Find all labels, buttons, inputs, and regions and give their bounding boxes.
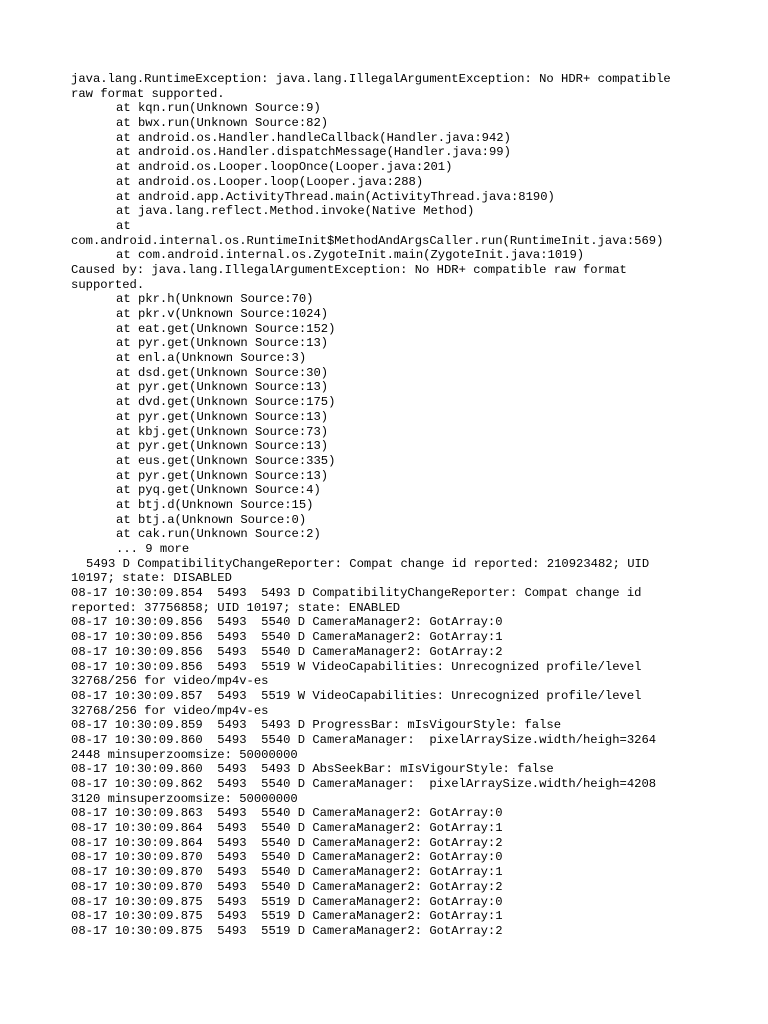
log-line: at eat.get(Unknown Source:152) xyxy=(116,321,336,336)
log-line: 08-17 10:30:09.856 5493 5540 D CameraManager2: GotArray:0 xyxy=(71,615,503,630)
log-line: raw format supported. xyxy=(71,86,225,101)
log-line: at pyq.get(Unknown Source:4) xyxy=(116,483,321,498)
log-line: at pyr.get(Unknown Source:13) xyxy=(116,409,329,424)
log-line: 08-17 10:30:09.870 5493 5540 D CameraManager2: GotArray:0 xyxy=(71,850,503,865)
log-line: at enl.a(Unknown Source:3) xyxy=(116,351,307,366)
log-line: at kbj.get(Unknown Source:73) xyxy=(116,424,329,439)
log-line: at android.os.Looper.loopOnce(Looper.java:201) xyxy=(116,160,453,175)
log-line: 08-17 10:30:09.857 5493 5519 W VideoCapabilities: Unrecognized profile/level xyxy=(71,688,642,703)
log-line: at cak.run(Unknown Source:2) xyxy=(116,527,321,542)
log-line: 08-17 10:30:09.870 5493 5540 D CameraManager2: GotArray:1 xyxy=(71,865,503,880)
log-line: 08-17 10:30:09.864 5493 5540 D CameraManager2: GotArray:2 xyxy=(71,835,503,850)
log-line: 08-17 10:30:09.860 5493 5493 D AbsSeekBar: mIsVigourStyle: false xyxy=(71,762,554,777)
log-line: com.android.internal.os.RuntimeInit$MethodAndArgsCaller.run(RuntimeInit.java:569) xyxy=(71,233,664,248)
log-line: at android.os.Looper.loop(Looper.java:288) xyxy=(116,174,424,189)
log-line: at dvd.get(Unknown Source:175) xyxy=(116,395,336,410)
log-line: 08-17 10:30:09.864 5493 5540 D CameraManager2: GotArray:1 xyxy=(71,821,503,836)
log-line: at pyr.get(Unknown Source:13) xyxy=(116,336,329,351)
log-line: 3120 minsuperzoomsize: 50000000 xyxy=(71,791,298,806)
log-line: 08-17 10:30:09.862 5493 5540 D CameraManager: pixelArraySize.width/heigh=4208 xyxy=(71,777,657,791)
log-line: at eus.get(Unknown Source:335) xyxy=(116,453,336,468)
log-line: at pyr.get(Unknown Source:13) xyxy=(116,380,329,395)
log-line: supported. xyxy=(71,277,145,292)
log-line: 08-17 10:30:09.854 5493 5493 D CompatibilityChangeReporter: Compat change id xyxy=(71,586,642,601)
log-line: at btj.d(Unknown Source:15) xyxy=(116,497,314,512)
log-line: java.lang.RuntimeException: java.lang.IllegalArgumentException: No HDR+ compatible xyxy=(71,72,671,86)
log-line: at dsd.get(Unknown Source:30) xyxy=(116,365,329,380)
log-line: 5493 D CompatibilityChangeReporter: Compat change id reported: 210923482; UID xyxy=(86,556,650,571)
log-line: 08-17 10:30:09.859 5493 5493 D ProgressBar: mIsVigourStyle: false xyxy=(71,718,562,733)
log-line: 32768/256 for video/mp4v-es xyxy=(71,703,269,718)
log-line: 08-17 10:30:09.856 5493 5540 D CameraManager2: GotArray:1 xyxy=(71,630,503,645)
log-line: at com.android.internal.os.ZygoteInit.main(ZygoteInit.java:1019) xyxy=(116,248,585,263)
log-line: 08-17 10:30:09.863 5493 5540 D CameraManager2: GotArray:0 xyxy=(71,806,503,821)
log-line: 32768/256 for video/mp4v-es xyxy=(71,674,269,689)
log-line: at pyr.get(Unknown Source:13) xyxy=(116,468,329,483)
log-line: at xyxy=(116,218,131,233)
log-line: at java.lang.reflect.Method.invoke(Native Method) xyxy=(116,204,475,219)
log-line: 10197; state: DISABLED xyxy=(71,571,232,586)
log-line: at pkr.h(Unknown Source:70) xyxy=(116,292,314,307)
log-line: at kqn.run(Unknown Source:9) xyxy=(116,101,321,116)
log-line: 08-17 10:30:09.856 5493 5540 D CameraManager2: GotArray:2 xyxy=(71,644,503,659)
log-line: 2448 minsuperzoomsize: 50000000 xyxy=(71,747,298,762)
log-line: reported: 37756858; UID 10197; state: ENABLED xyxy=(71,600,401,615)
log-line: 08-17 10:30:09.875 5493 5519 D CameraManager2: GotArray:0 xyxy=(71,894,503,909)
log-line: 08-17 10:30:09.875 5493 5519 D CameraManager2: GotArray:1 xyxy=(71,909,503,924)
log-line: at bwx.run(Unknown Source:82) xyxy=(116,116,329,131)
log-document xyxy=(71,72,691,939)
log-line: 08-17 10:30:09.870 5493 5540 D CameraManager2: GotArray:2 xyxy=(71,879,503,894)
log-line: at android.app.ActivityThread.main(ActivityThread.java:8190) xyxy=(116,189,555,204)
log-line: at android.os.Handler.dispatchMessage(Handler.java:99) xyxy=(116,145,511,160)
log-line: 08-17 10:30:09.860 5493 5540 D CameraManager: pixelArraySize.width/heigh=3264 xyxy=(71,732,657,747)
log-line: 08-17 10:30:09.856 5493 5519 W VideoCapabilities: Unrecognized profile/level xyxy=(71,659,642,674)
log-line: at btj.a(Unknown Source:0) xyxy=(116,512,307,527)
log-line: ... 9 more xyxy=(116,542,190,556)
log-line: at pkr.v(Unknown Source:1024) xyxy=(116,307,329,321)
log-line: at pyr.get(Unknown Source:13) xyxy=(116,439,329,454)
log-line: 08-17 10:30:09.875 5493 5519 D CameraManager2: GotArray:2 xyxy=(71,923,503,938)
log-line: Caused by: java.lang.IllegalArgumentException: No HDR+ compatible raw format xyxy=(71,262,627,277)
log-line: at android.os.Handler.handleCallback(Handler.java:942) xyxy=(116,130,511,145)
